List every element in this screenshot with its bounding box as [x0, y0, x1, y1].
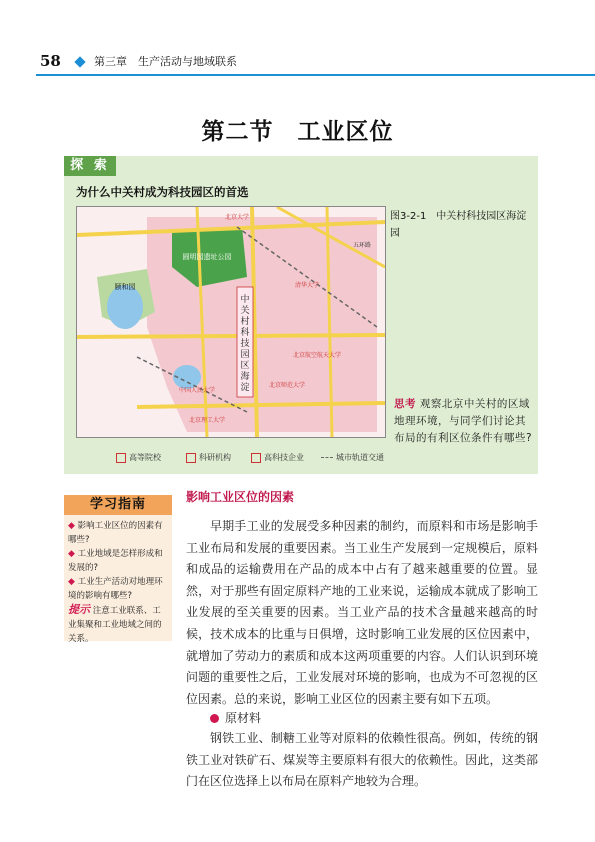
legend-railway: 城市轨道交通 — [321, 452, 384, 463]
guide-title: 学习指南 — [64, 495, 172, 515]
beihang-label: 北京航空航天大学 — [292, 352, 342, 359]
paragraph-1: 早期手工业的发展受多种因素的制约，而原料和市场是影响手工业布局和发展的重要因素。当工业生产发展到一定规模后，原料和成品的运输费用在产品的成本中占有了越来越重要的位置。显然，对于那些有固定原料产地的工业来说，运输成本就成了影响工业发展的至关重要的因素。当工业产品的技术含量越来越高的时候，技术成本的比重与日俱增，这时影响工业发展的区位因素中，就增加了劳动力的素质和成本这两项重要的内容。人们认识到环境问题的重要性之后，工业发展对环境的影响，也成为不可忽视的区位因素。总的来说，影响工业区位的因素主要有如下五项。 — [186, 519, 538, 706]
guide-item-3: ◆ 工业生产活动对地理环境的影响有哪些? — [68, 577, 163, 601]
road-middle — [77, 335, 385, 337]
legend-tech: 高科技企业 — [251, 452, 304, 463]
explore-box — [64, 156, 538, 474]
explore-tab: 探 索 — [64, 156, 116, 176]
bullet-raw-materials: 原材料 — [210, 709, 261, 726]
ring-road-label: 五环路 — [352, 242, 372, 249]
diamond-bullet-icon: ◆ — [68, 521, 75, 531]
think-text: 观察北京中关村的区域地理环境，与同学们讨论其布局的有利区位条件有哪些? — [394, 398, 533, 444]
diamond-icon — [74, 56, 85, 67]
bullet-dot-icon — [210, 714, 219, 723]
tsinghua-label: 清华大学 — [294, 282, 320, 289]
page-number: 58 — [40, 52, 61, 70]
yiheyuan-label: 颐和园 — [114, 283, 136, 291]
bnu-label: 北京师范大学 — [268, 382, 306, 389]
guide-item-2: ◆ 工业地域是怎样形成和发展的? — [68, 549, 163, 573]
study-guide — [64, 495, 172, 644]
chapter-title: 第三章 生产活动与地域联系 — [94, 55, 237, 68]
guide-item-1: ◆ 影响工业区位的因素有哪些? — [68, 521, 163, 545]
park-label: 圆明园遗址公园 — [182, 253, 232, 261]
legend-school: 高等院校 — [116, 452, 161, 463]
guide-tip: 提示 注意工业联系、工业集聚和工业地域之间的关系。 — [68, 603, 162, 644]
diamond-bullet-icon: ◆ — [68, 577, 75, 587]
diamond-bullet-icon: ◆ — [68, 549, 75, 559]
page-header — [0, 52, 595, 76]
kunming-lake — [107, 285, 143, 329]
section-title: 第二节 工业区位 — [201, 118, 394, 145]
think-label: 思考 — [394, 398, 416, 410]
header-rule — [36, 74, 595, 76]
think-box — [394, 396, 534, 447]
paragraph-2: 钢铁工业、制糖工业等对原料的依赖性很高。例如，传统的钢铁工业对铁矿石、煤炭等主要原料有很大的依赖性。因此，这类部门在区位选择上以布局在原料产地较为合理。 — [186, 731, 538, 789]
explore-question: 为什么中关村成为科技园区的首选 — [76, 185, 249, 199]
renmin-label: 中国人民大学 — [178, 387, 216, 394]
map-legend — [76, 452, 396, 466]
legend-institute: 科研机构 — [186, 452, 231, 463]
zone-label-text: 中关村科技园区海淀 — [240, 295, 250, 393]
pku-label: 北京大学 — [224, 214, 250, 221]
subsection-title: 影响工业区位的因素 — [186, 490, 295, 504]
zhongguancun-map — [76, 206, 386, 438]
bit-label: 北京理工大学 — [188, 417, 226, 424]
map-svg — [77, 207, 385, 437]
figure-caption: 图3-2-1 中关村科技园区海淀园 — [390, 211, 527, 239]
